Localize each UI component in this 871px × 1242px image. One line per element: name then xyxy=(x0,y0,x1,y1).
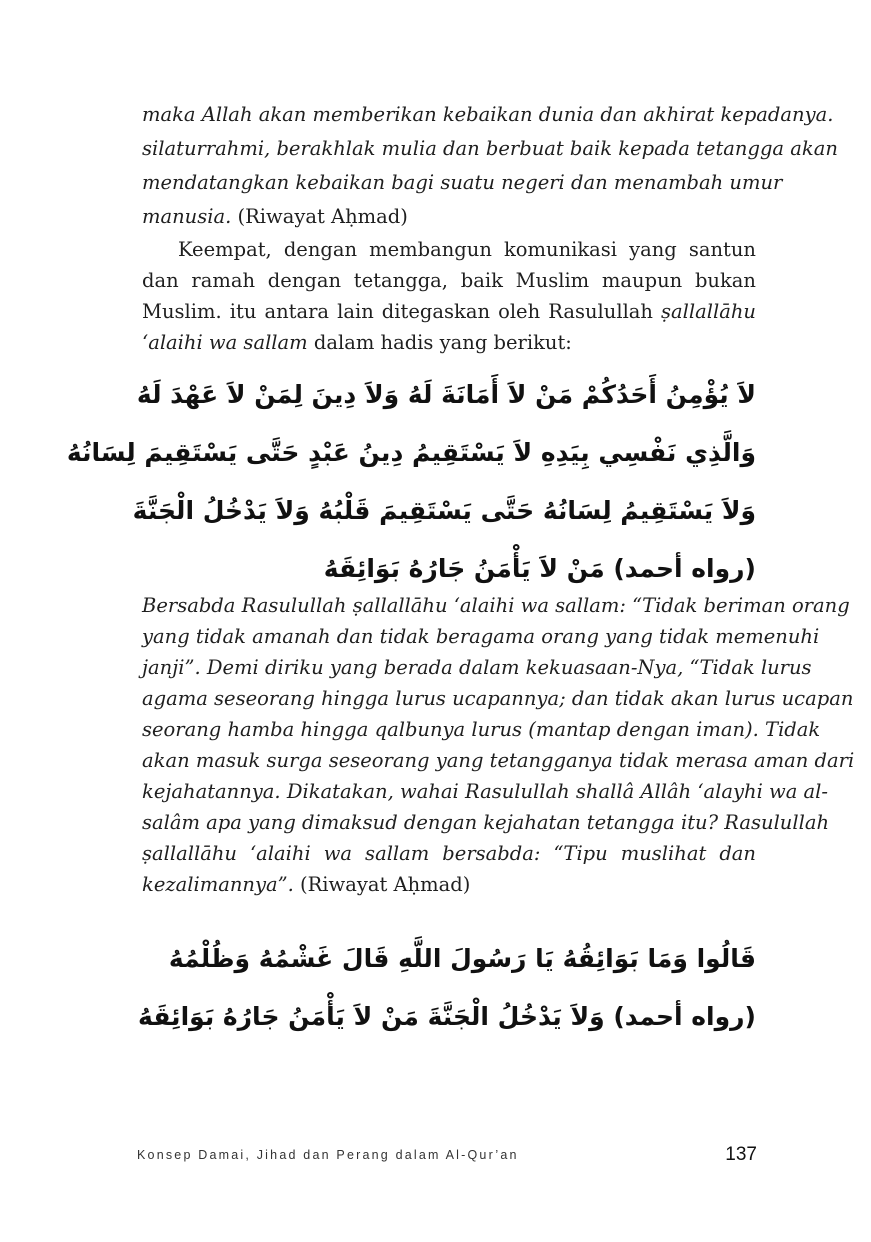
page-number: 137 xyxy=(725,1144,757,1165)
arabic-line: ﻗَﺎﻟُﻮﺍ ﻭَﻣَﺎ ﺑَﻮَﺍﺋِﻘُﻪُ ﻳَﺎ ﺭَﺳُﻮﻝَ ﺍﻟﻠَّﻪِ ﻗَﺎﻝَ ﻏَﺸْﻤُﻪُ ﻭَﻇُﻠْﻤُﻪُ xyxy=(168,944,756,973)
source-citation: (Riwayat Aḥmad) xyxy=(231,205,408,228)
text-line: salâm apa yang dimaksud dengan kejahatan tetangga itu? Rasulullah xyxy=(142,811,830,834)
text-line: janji”. Demi diriku yang berada dalam kekuasaan-Nya, “Tidak lurus xyxy=(142,656,812,679)
italic-text: kezalimannya”. xyxy=(142,873,294,896)
text-line: seorang hamba hingga qalbunya lurus (mantap dengan iman). Tidak xyxy=(142,718,821,741)
plain-text: Muslim. itu antara lain ditegaskan oleh Rasulullah xyxy=(142,300,662,323)
italic-text: ṣallallāhu xyxy=(661,300,756,323)
arabic-line: ﻻَ ﻳُﺆْﻣِﻦُ ﺃَﺣَﺪُﻛُﻢْ ﻣَﻦْ ﻻَ ﺃَﻣَﺎﻧَﺔَ ﻟَﻪُ ﻭَﻻَ ﺩِﻳﻦَ ﻟِﻤَﻦْ ﻻَ ﻋَﻬْﺪَ ﻟَﻪُ xyxy=(136,380,756,409)
arabic-line: ﻭَﻻَ ﻳَﺴْﺘَﻘِﻴﻢُ ﻟِﺴَﺎﻧُﻪُ ﺣَﺘَّﻰ ﻳَﺴْﺘَﻘِﻴﻢَ ﻗَﻠْﺒُﻪُ ﻭَﻻَ ﻳَﺪْﺧُﻞُ ﺍﻟْﺠَﻨَّﺔَ xyxy=(132,496,756,525)
page-footer xyxy=(137,1144,757,1174)
text-line: akan masuk surga seseorang yang tetangganya tidak merasa aman dari xyxy=(142,749,855,772)
text-line: maka Allah akan memberikan kebaikan dunia dan akhirat kepadanya. xyxy=(142,103,834,126)
paragraph-hadith-ending xyxy=(142,98,838,234)
arabic-hadith-2 xyxy=(138,930,756,1046)
text-line xyxy=(142,869,756,900)
text-line: yang tidak amanah dan tidak beragama orang yang tidak memenuhi xyxy=(142,625,820,648)
text-line: mendatangkan kebaikan bagi suatu negeri dan menambah umur xyxy=(142,171,783,194)
arabic-line: (ﺭﻭﺍﻩ ﺃﺣﻤﺪ) ﻭَﻻَ ﻳَﺪْﺧُﻞُ ﺍﻟْﺠَﻨَّﺔَ ﻣَﻦْ ﻻَ ﻳَﺄْﻣَﻦُ ﺟَﺎﺭُﻩُ ﺑَﻮَﺍﺋِﻘَﻪُ xyxy=(138,1002,756,1031)
arabic-line: (ﺭﻭﺍﻩ ﺃﺣﻤﺪ) ﻣَﻦْ ﻻَ ﻳَﺄْﻣَﻦُ ﺟَﺎﺭُﻩُ ﺑَﻮَﺍﺋِﻘَﻪُ xyxy=(323,554,756,583)
text-line: Keempat, dengan membangun komunikasi yang santun xyxy=(178,238,756,261)
text-line xyxy=(142,200,756,234)
text-line: ṣallallāhu ‘alaihi wa sallam bersabda: “Tipu muslihat dan xyxy=(142,842,756,865)
arabic-line: ﻭَﺍﻟَّﺬِﻱ ﻧَﻔْﺴِﻲ ﺑِﻴَﺪِﻩِ ﻻَ ﻳَﺴْﺘَﻘِﻴﻢُ ﺩِﻳﻦُ ﻋَﺒْﺪٍ ﺣَﺘَّﻰ ﻳَﺴْﺘَﻘِﻴﻢَ ﻟِﺴَﺎﻧُﻪُ xyxy=(66,438,756,467)
text-line: silaturrahmi, berakhlak mulia dan berbuat baik kepada tetangga akan xyxy=(142,137,838,160)
arabic-hadith-1 xyxy=(66,366,756,598)
hadith-translation xyxy=(142,590,855,900)
text-line xyxy=(142,327,756,358)
plain-text: dalam hadis yang berikut: xyxy=(307,331,572,354)
source-citation: (Riwayat Aḥmad) xyxy=(293,873,471,896)
text-line: kejahatannya. Dikatakan, wahai Rasulullah shallâ Allâh ‘alayhi wa al- xyxy=(142,780,829,803)
italic-text: manusia. xyxy=(142,205,232,228)
text-line: agama seseorang hingga lurus ucapannya; dan tidak akan lurus ucapan xyxy=(142,687,854,710)
text-line xyxy=(142,296,756,327)
text-line: Bersabda Rasulullah ṣallallāhu ‘alaihi wa sallam: “Tidak beriman orang xyxy=(142,594,850,617)
paragraph-fourth-point xyxy=(142,234,756,358)
italic-text: ‘alaihi wa sallam xyxy=(142,331,308,354)
text-line: dan ramah dengan tetangga, baik Muslim maupun bukan xyxy=(142,269,756,292)
book-title: Konsep Damai, Jihad dan Perang dalam Al-Qur’an xyxy=(137,1148,519,1162)
